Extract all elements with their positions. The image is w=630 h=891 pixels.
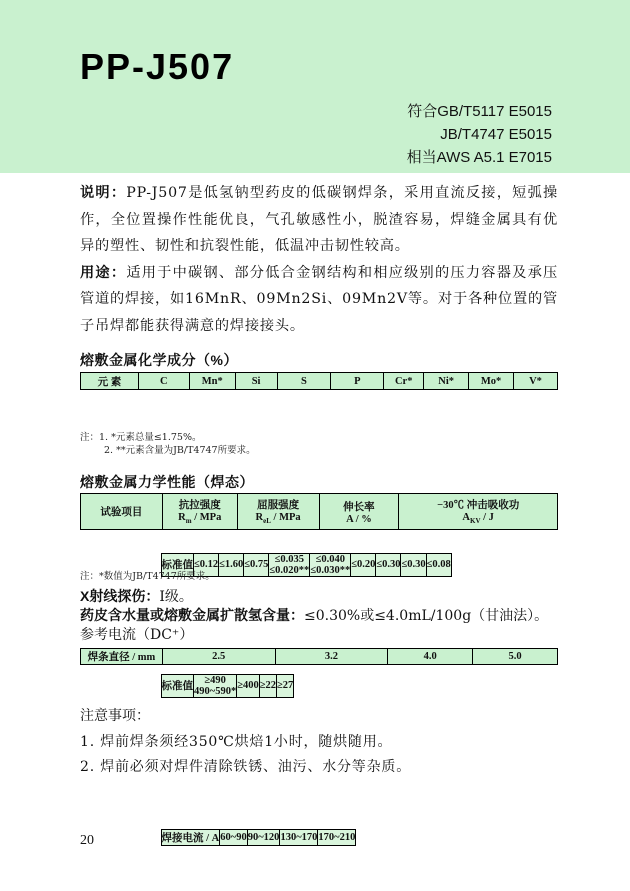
chem-header-row [81,373,558,390]
description-paragraph [80,180,558,260]
mech-header-unit: $A_{KV}$ / J [462,512,494,526]
chem-value-v: ≤0.08 [426,553,451,576]
chem-header: Si [235,373,277,390]
chem-value-cr: ≤0.20 [351,553,376,576]
chem-notes [80,431,256,457]
mech-header-symbol: A [462,512,470,524]
mech-header-symbol: R [178,512,186,524]
current-label: 焊接电流 / A [161,829,220,845]
standard-line: 相当AWS A5.1 E7015 [406,149,552,166]
chem-value-si: ≤0.75 [244,553,269,576]
description-text: PP-J507是低氢钠型药皮的低碳钢焊条，采用直流反接，短弧操作，全位置操作性能优良，气孔敏感性小，脱渣容易，焊缝金属具有优异的塑性、韧性和抗裂性能，低温冲击韧性较高。 [80,185,558,254]
chem-value-row [161,553,630,589]
product-title: PP-J507 [80,46,235,87]
chem-value-s-2: ≤0.020** [269,564,310,576]
mech-value-row [161,674,630,710]
mech-header-text: 伸长率 [343,501,375,513]
xray-line [80,586,193,607]
chem-header: 元 素 [81,373,139,390]
mech-value-impact: ≥27 [277,674,294,697]
mech-row-label: 标准值 [161,674,194,697]
caution-item: 1. 焊前焊条须经350℃烘焙1小时，随烘随用。 [80,734,393,750]
mech-value-tensile-1: ≥490 [204,674,226,686]
hydrogen-line [80,605,548,626]
mech-header-text: 抗拉强度 [178,500,221,512]
usage-text: 适用于中碳钢、部分低合金钢结构和相应级别的压力容器及承压管道的焊接，如16MnR、09Mn2Si、09Mn2V等。对于各种位置的管子吊焊都能获得满意的焊接接头。 [80,264,559,334]
diameter-label: 焊条直径 / mm [81,649,163,665]
xray-value: Ⅰ级。 [159,589,193,605]
mech-header-text: −30℃ 冲击吸收功 [437,500,520,512]
usage-paragraph [80,260,558,340]
mech-header-elongation [319,494,399,530]
mech-header-unit: A / % [346,513,372,525]
chem-value-c: ≤0.12 [194,553,219,576]
chem-value-mn: ≤1.60 [219,553,244,576]
usage-label: 用途： [80,264,127,281]
page-number: 20 [80,833,94,848]
chem-header: Cr* [384,373,424,390]
chem-value-p-1: ≤0.040 [315,553,345,565]
mech-header-text: 屈服强度 [257,500,300,512]
chem-header: Mo* [469,373,514,390]
caution-item: 2. 焊前必须对焊件清除铁锈、油污、水分等杂质。 [80,759,412,775]
chem-header: S [277,373,331,390]
current-value: 60~90 [220,829,247,845]
diameter-value: 5.0 [473,649,558,665]
chem-header: Mn* [189,373,235,390]
standard-line: JB/T4747 E5015 [440,126,552,143]
current-value: 170~210 [318,829,356,845]
chem-value-p [310,553,351,576]
diameter-value: 4.0 [388,649,473,665]
chem-header: C [138,373,189,390]
header-band [0,0,630,173]
chem-value-s-1: ≤0.035 [274,553,305,565]
current-value: 130~170 [280,829,318,845]
diameter-row [81,649,558,665]
mech-header-unit: $R_{eL}$ / MPa [255,512,301,526]
intro-section [80,180,558,339]
mech-section-title: 熔敷金属力学性能（焊态） [80,474,254,490]
current-value: 90~120 [247,829,280,845]
mech-value-tensile [194,674,237,697]
chem-header: P [331,373,384,390]
current-row [161,829,630,846]
mech-value-elongation: ≥22 [259,674,276,697]
cautions-title: 注意事项： [80,708,150,724]
chem-note: 2. **元素含量为JB/T4747所要求。 [104,445,256,456]
chem-value-s [269,553,310,576]
chem-value-ni: ≤0.30 [376,553,401,576]
chem-row-label: 标准值 [161,553,194,576]
mech-header-yield [237,494,319,530]
mech-header-tensile [162,494,237,530]
xray-label: X射线探伤： [80,588,160,604]
mech-value-tensile-2: 490~590* [194,685,237,697]
mech-header-item: 试验项目 [81,494,163,530]
mech-header-unit: $R_m$ / MPa [178,512,222,526]
chem-value-mo: ≤0.30 [401,553,426,576]
standard-line: 符合GB/T5117 E5015 [407,103,552,120]
current-title: 参考电流（DC⁺） [80,627,194,643]
chem-value-p-2: ≤0.030** [310,564,351,576]
mech-header-impact [399,494,558,530]
mech-header-row [81,494,558,530]
mech-note: 注：*数值为JB/T4747所要求。 [80,571,215,582]
chem-section-title: 熔敷金属化学成分（%） [80,352,238,368]
chem-header: Ni* [424,373,469,390]
chem-note: 注：1. *元素总量≤1.75%。 [80,432,202,443]
chem-header: V* [514,373,558,390]
diameter-value: 3.2 [275,649,388,665]
description-label: 说明： [80,185,127,201]
hydrogen-label: 药皮含水量或熔敷金属扩散氢含量： [80,607,304,623]
mech-header-symbol: R [255,512,264,524]
hydrogen-value: ≤0.30%或≤4.0mL/100g（甘油法）。 [304,608,549,624]
diameter-value: 2.5 [162,649,275,665]
mech-value-yield: ≥400 [237,674,260,697]
standards-block [407,100,552,169]
